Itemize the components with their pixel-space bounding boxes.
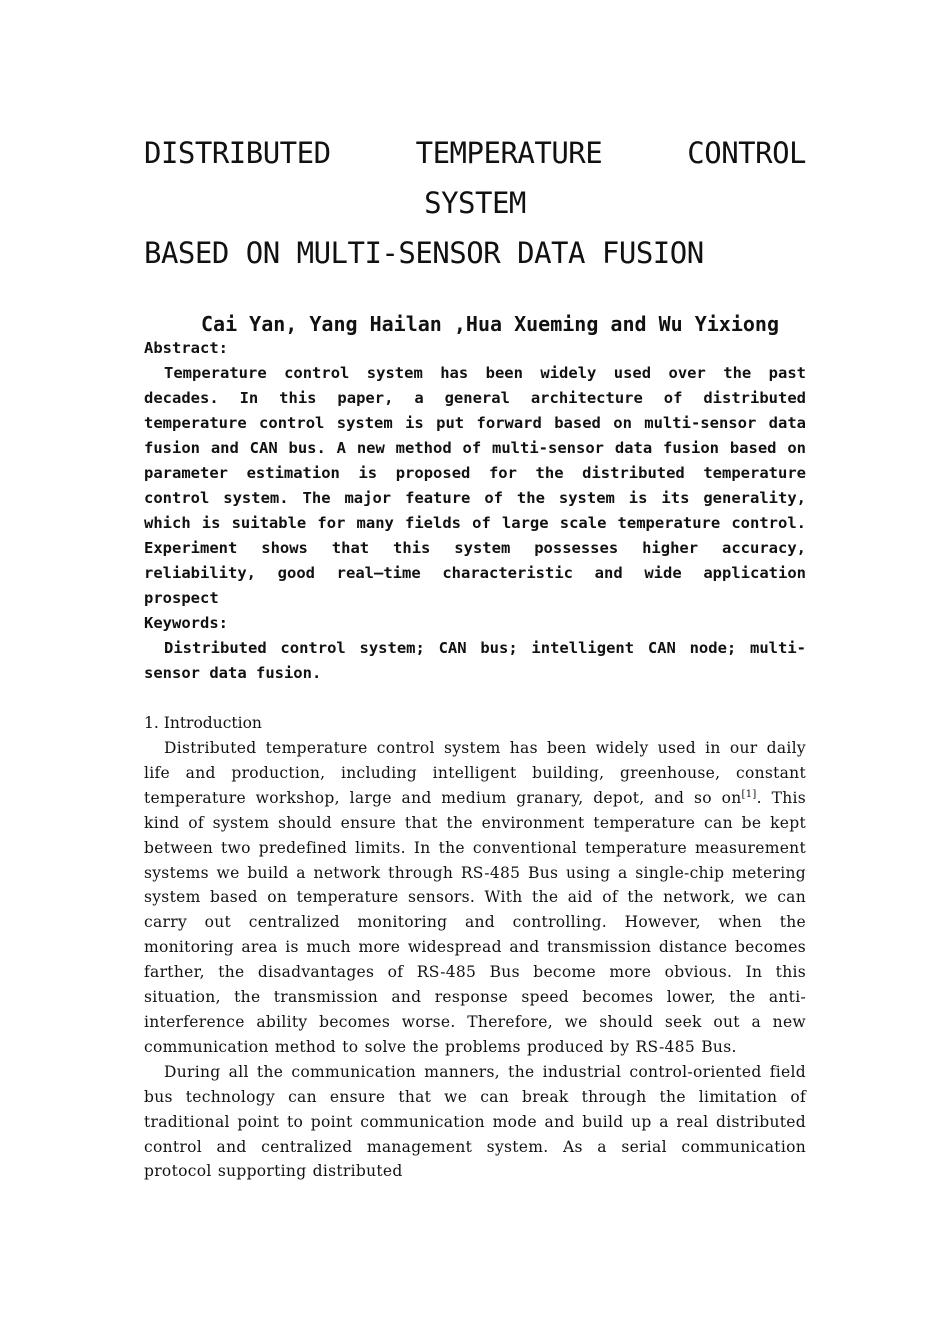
introduction-paragraph-1 [144,736,806,1060]
author-list: Cai Yan, Yang Hailan ,Hua Xueming and Wu Yixiong [201,312,779,336]
abstract-text: Temperature control system has been widely used over the past decades. In this paper, a general architecture of distributed temperature control system is put forward based on multi-sensor data fusion and CAN bus. A new method of multi-sensor data fusion based on parameter estimation is proposed for the distributed temperature control system. The major feature of the system is its generality, which is suitable for many fields of large scale temperature control. Experiment shows that this system possesses higher accuracy, reliability, good real—time characteristic and wide application prospect [144,364,806,607]
paragraph-text: Distributed temperature control system has been widely used in our daily life and production, including intelligent building, greenhouse, constant temperature workshop, large and medium granary, depot, and so on [144,739,806,807]
citation-ref: [1] [741,788,757,800]
title-word: CONTROL [687,136,806,170]
paper-page [144,128,806,1184]
introduction-paragraph-2: During all the communication manners, the industrial control-oriented field bus technology can ensure that we can break through the limitation of traditional point to point communication mode and build up a real distributed control and centralized management system. As a serial communication protocol supporting distributed [144,1062,806,1181]
title-line-1 [144,128,806,178]
paragraph-text: . This kind of system should ensure that the environment temperature can be kept between two predefined limits. In the conventional temperature measurement systems we build a network through RS-485 Bus using a single-chip metering system based on temperature sensors. With the aid of the network, we can carry out centralized monitoring and controlling. However, when the monitoring area is much more widespread and transmission distance becomes farther, the disadvantages of RS-485 Bus become more obvious. In this situation, the transmission and response speed becomes lower, the anti-interference ability becomes worse. Therefore, we should seek out a new communication method to solve the problems produced by RS-485 Bus. [144,788,807,1056]
keywords-text: Distributed control system; CAN bus; intelligent CAN node; multi-sensor data fusion. [144,639,806,682]
keywords-label: Keywords: [144,614,228,632]
section-heading-introduction: 1. Introduction [144,714,262,732]
title-word: DISTRIBUTED [144,136,331,170]
title-line-2: SYSTEM [424,186,526,220]
title-line-3: BASED ON MULTI-SENSOR DATA FUSION [144,236,704,270]
abstract-label: Abstract: [144,339,228,357]
paper-title [144,128,806,278]
abstract-section [144,336,806,686]
title-word: TEMPERATURE [415,136,603,170]
